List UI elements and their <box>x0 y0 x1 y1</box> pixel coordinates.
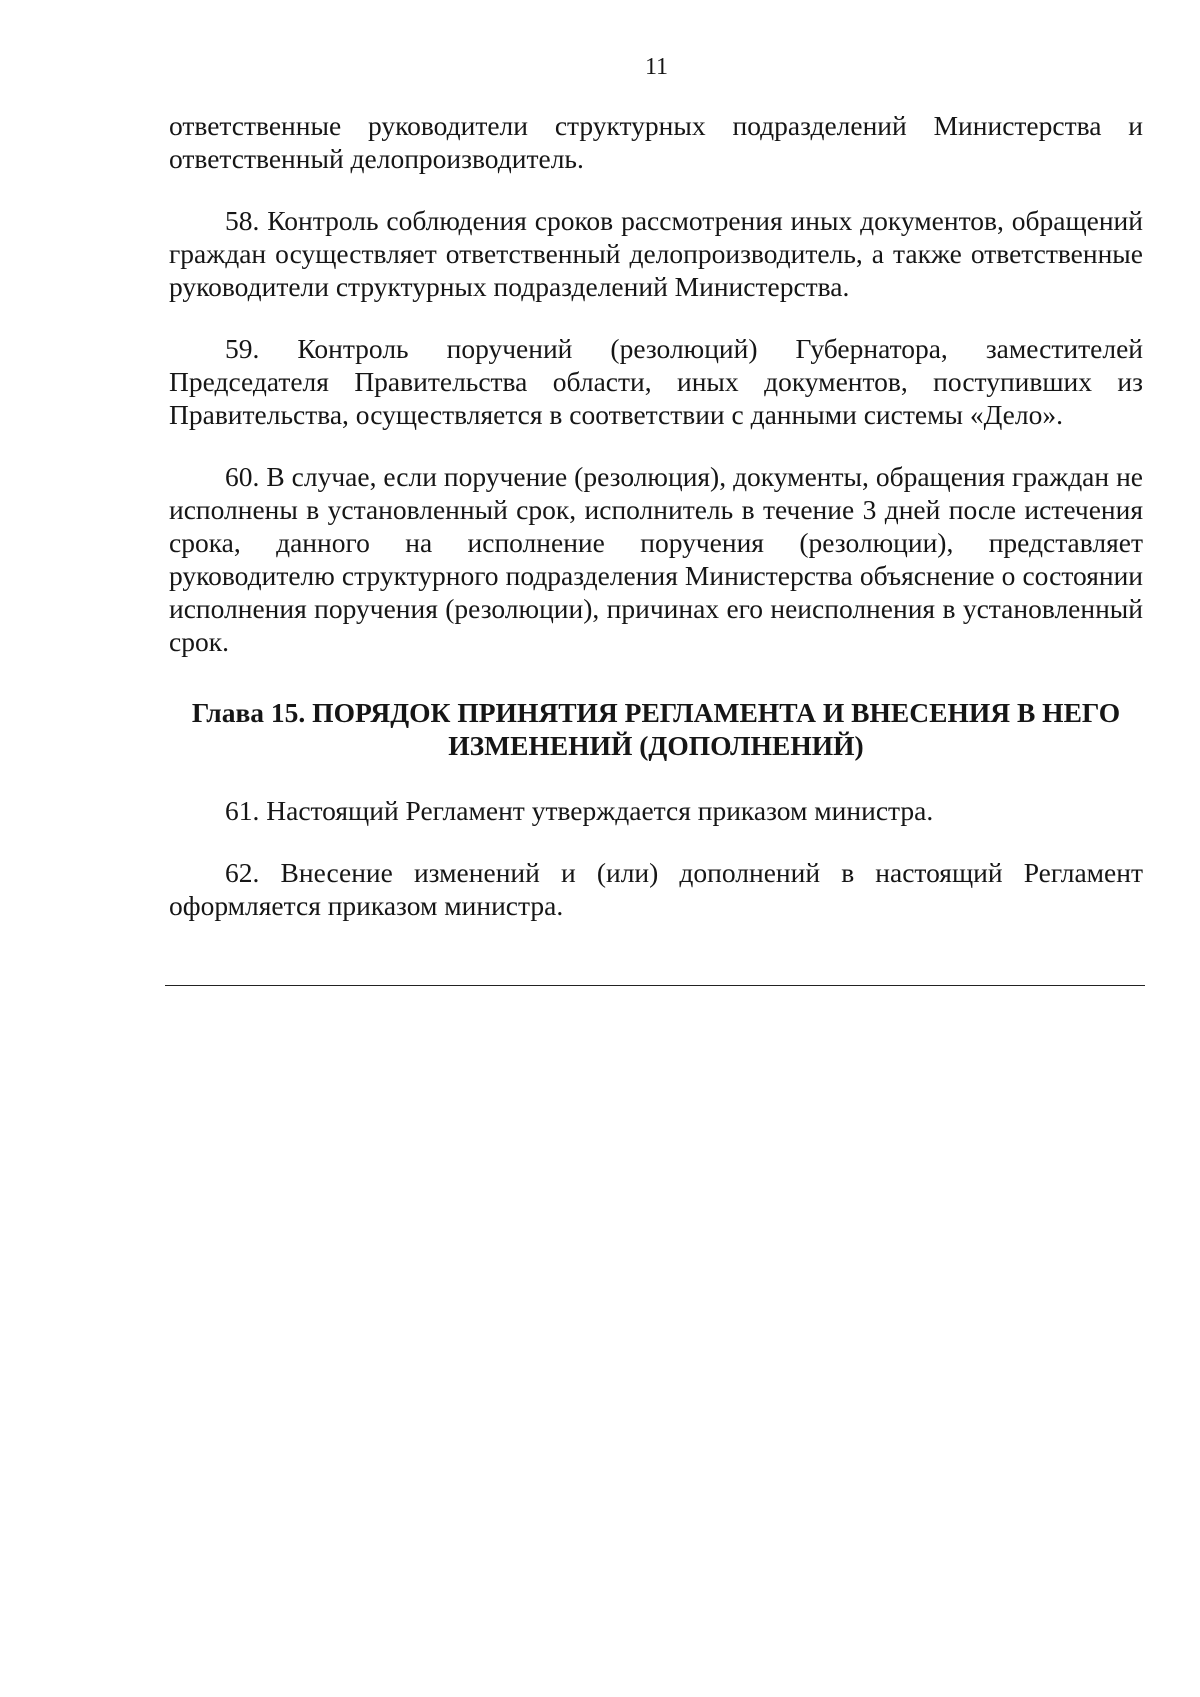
paragraph-58: 58. Контроль соблюдения сроков рассмотрения иных документов, обращений граждан осуществляет ответственный делопроизводитель, а также ответственные руководители структурных подразделений Министерства. <box>169 205 1143 302</box>
chapter-15-heading <box>169 696 1143 762</box>
paragraph-61: 61. Настоящий Регламент утверждается приказом министра. <box>225 795 934 826</box>
chapter-15-heading-line-2: ИЗМЕНЕНИЙ (ДОПОЛНЕНИЙ) <box>448 730 864 761</box>
chapter-15-heading-line-1: Глава 15. ПОРЯДОК ПРИНЯТИЯ РЕГЛАМЕНТА И ВНЕСЕНИЯ В НЕГО <box>191 697 1121 728</box>
page-number: 11 <box>644 54 669 80</box>
document-body <box>169 109 1143 922</box>
end-of-document-rule <box>165 985 1145 986</box>
paragraph-60: 60. В случае, если поручение (резолюция), документы, обращения граждан не исполнены в установленный срок, исполнитель в течение 3 дней после истечения срока, данного на исполнение поручения (резолюции), представляет руководителю структурного подразделения Министерства объяснение о состоянии исполнения поручения (резолюции), причинах его неисполнения в установленный срок. <box>169 461 1143 657</box>
paragraph-62: 62. Внесение изменений и (или) дополнений в настоящий Регламент оформляется приказом министра. <box>169 857 1143 921</box>
paragraph-continuation: ответственные руководители структурных подразделений Министерства и ответственный делопроизводитель. <box>169 110 1143 174</box>
paragraph-59: 59. Контроль поручений (резолюций) Губернатора, заместителей Председателя Правительства области, иных документов, поступивших из Правительства, осуществляется в соответствии с данными системы «Дело». <box>169 333 1143 430</box>
